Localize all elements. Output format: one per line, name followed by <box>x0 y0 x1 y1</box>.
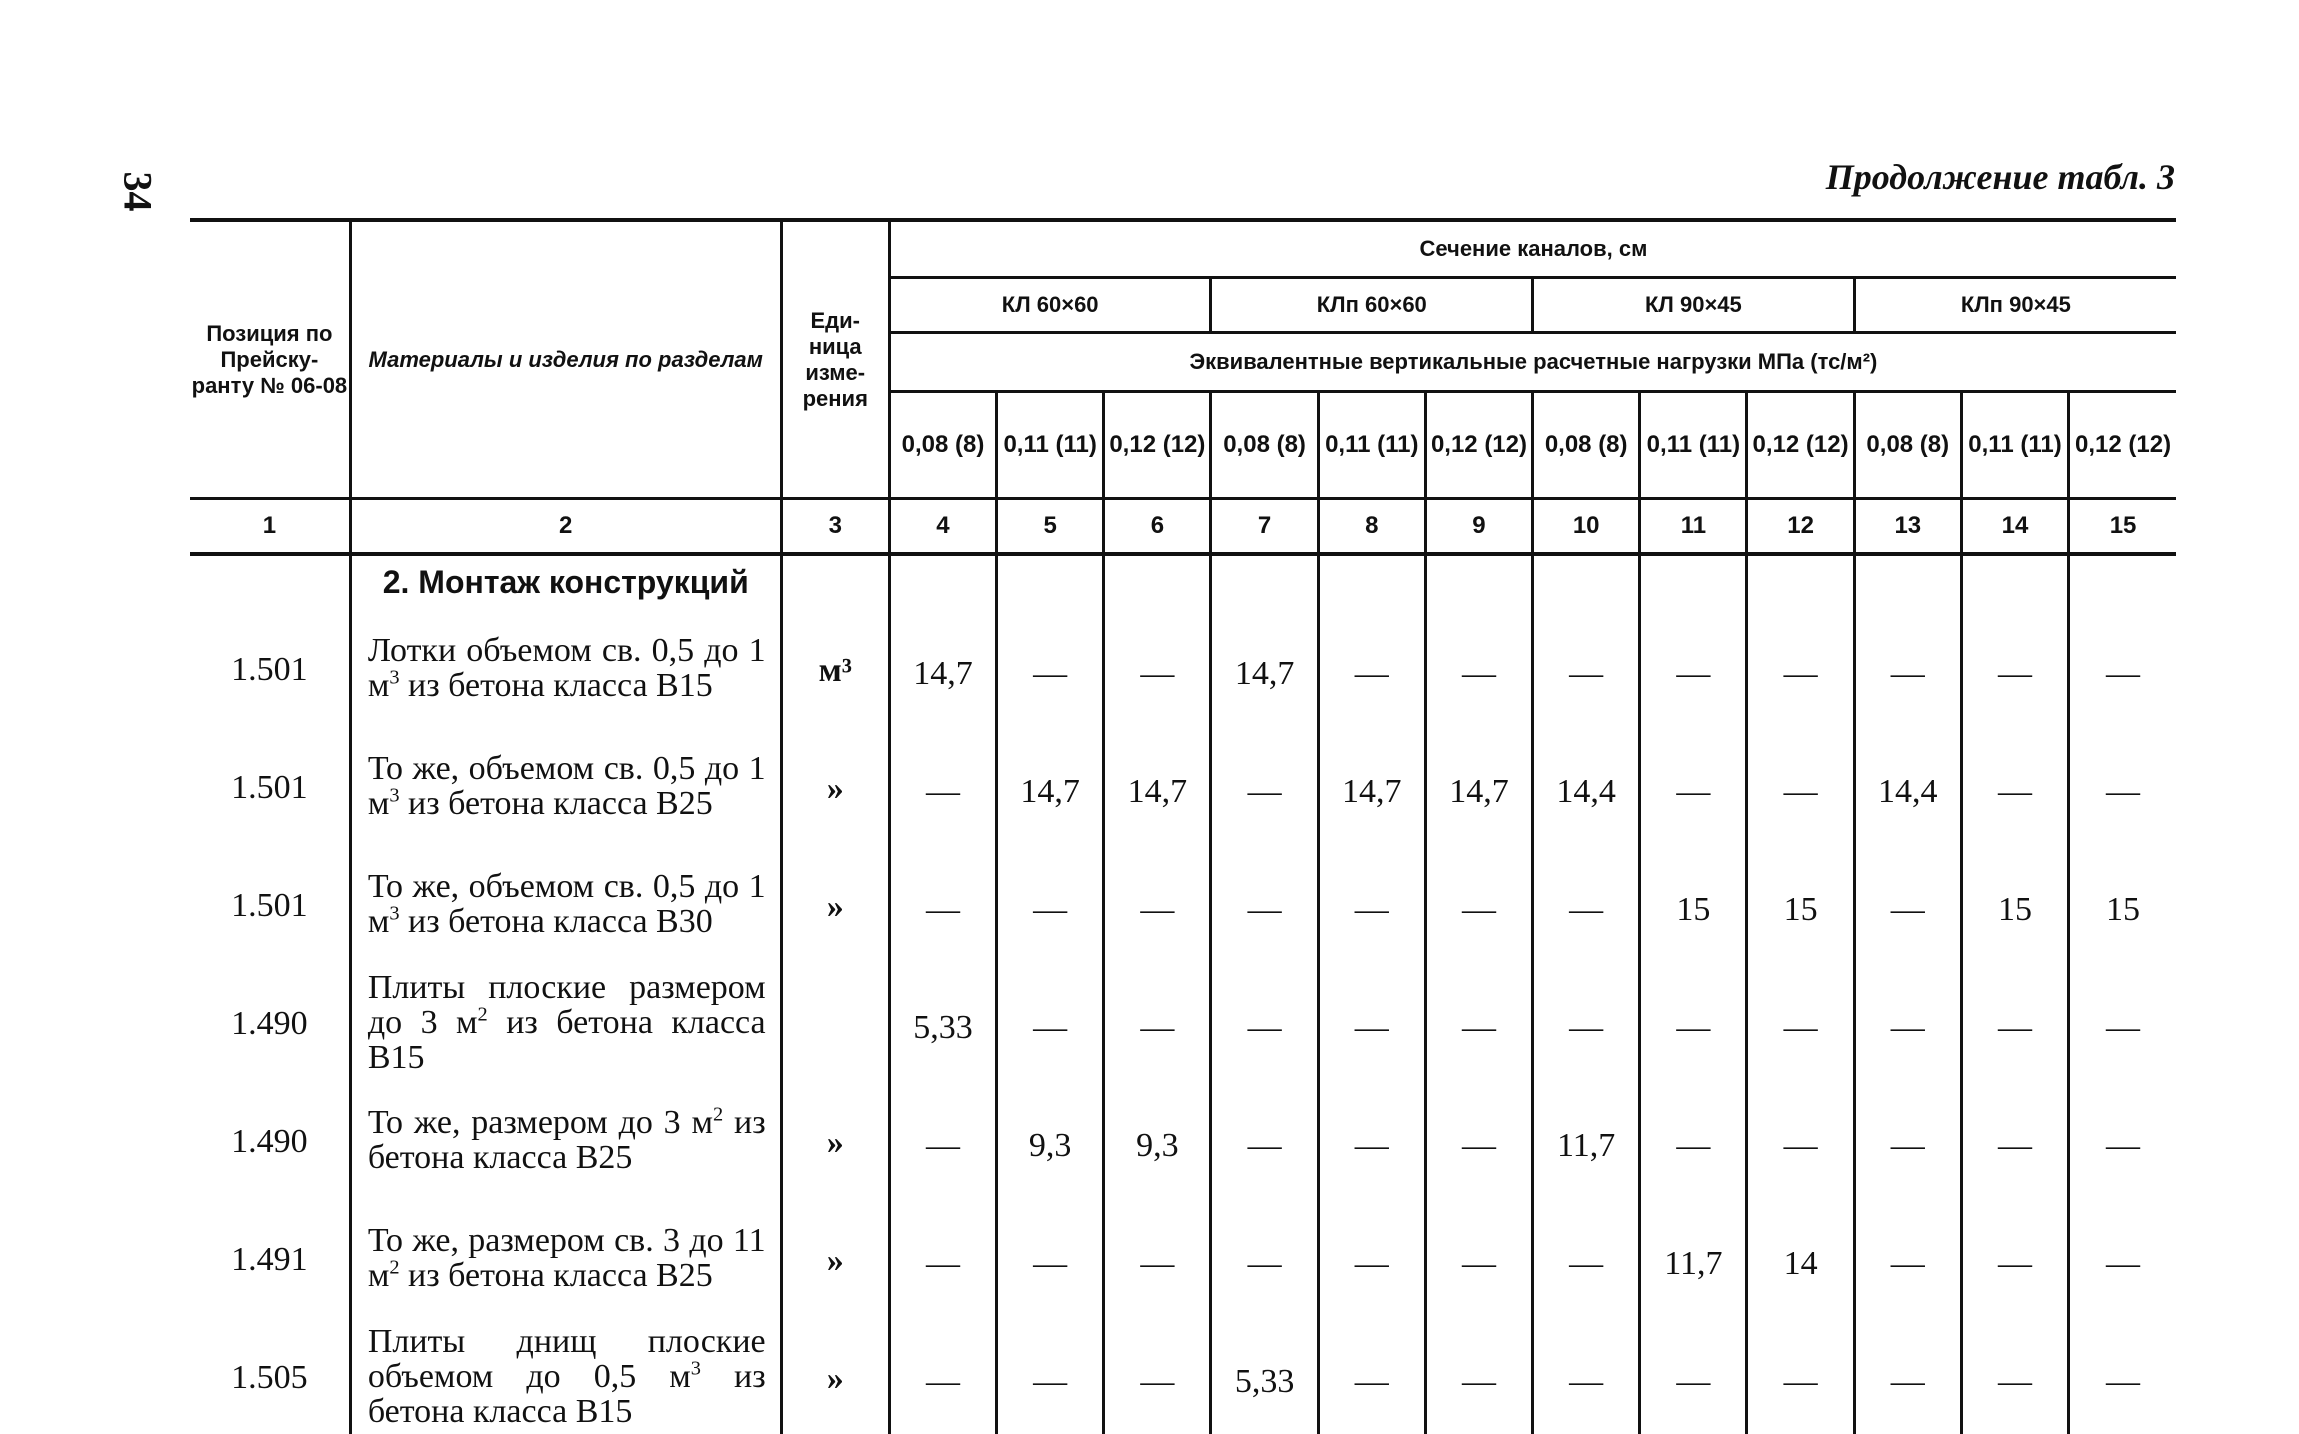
row-value: — <box>1425 608 1532 726</box>
table-row <box>190 962 2176 1080</box>
column-number: 3 <box>781 499 889 555</box>
column-number: 13 <box>1854 499 1961 555</box>
row-value: 11,7 <box>1533 1080 1640 1198</box>
row-description <box>350 608 781 726</box>
header-load-value: 0,11 (11) <box>1318 392 1425 499</box>
table-body <box>190 554 2176 1434</box>
row-value: 14,7 <box>1211 608 1318 726</box>
row-description-text: Плиты плоские размером до 3 м <box>367 968 766 1041</box>
header-load-value: 0,08 (8) <box>889 392 996 499</box>
row-value: — <box>997 844 1104 962</box>
row-value: — <box>1961 1198 2068 1316</box>
table-row <box>190 608 2176 726</box>
row-description-text: из бетона класса В25 <box>399 1257 713 1294</box>
row-unit: м³ <box>781 608 889 726</box>
row-value: — <box>889 1316 996 1434</box>
row-value: 15 <box>1640 844 1747 962</box>
row-value: 11,7 <box>1640 1198 1747 1316</box>
row-value: 15 <box>1961 844 2068 962</box>
row-value: 5,33 <box>1211 1316 1318 1434</box>
row-value: 9,3 <box>997 1080 1104 1198</box>
header-load-value: 0,12 (12) <box>1747 392 1854 499</box>
row-value: — <box>1640 1316 1747 1434</box>
row-value: — <box>1747 726 1854 844</box>
row-description <box>350 844 781 962</box>
row-value: — <box>1854 1316 1961 1434</box>
table-row <box>190 844 2176 962</box>
header-channel-kl-90: КЛ 90×45 <box>1533 278 1855 333</box>
row-position: 1.505 <box>231 1358 308 1396</box>
row-value: — <box>889 1198 996 1316</box>
row-unit: » <box>781 1316 889 1434</box>
header-channel-klp-60: КЛп 60×60 <box>1211 278 1533 333</box>
column-number: 7 <box>1211 499 1318 555</box>
header-loads: Эквивалентные вертикальные расчетные нагрузки МПа (тс/м²) <box>889 333 2176 392</box>
row-description-exponent: 3 <box>690 1357 701 1380</box>
row-value: 15 <box>2069 844 2176 962</box>
row-unit: » <box>781 726 889 844</box>
row-value: — <box>1854 608 1961 726</box>
row-description <box>350 726 781 844</box>
column-number: 4 <box>889 499 996 555</box>
row-value: — <box>1961 1316 2068 1434</box>
row-value: — <box>1747 608 1854 726</box>
header-channel-klp-90: КЛп 90×45 <box>1854 278 2176 333</box>
column-number: 12 <box>1747 499 1854 555</box>
row-value: — <box>1640 1080 1747 1198</box>
row-description <box>350 1198 781 1316</box>
row-value: — <box>889 844 996 962</box>
row-value: — <box>1104 1198 1211 1316</box>
header-load-value: 0,11 (11) <box>1640 392 1747 499</box>
header-materials: Материалы и изделия по разделам <box>350 220 781 499</box>
row-value: — <box>889 1080 996 1198</box>
header-load-value: 0,11 (11) <box>997 392 1104 499</box>
row-value: — <box>1961 962 2068 1080</box>
price-table <box>190 218 2176 1434</box>
row-value: — <box>1211 1198 1318 1316</box>
row-value: — <box>1747 1316 1854 1434</box>
row-value: — <box>1211 844 1318 962</box>
row-unit <box>781 962 889 1080</box>
row-value: 14,4 <box>1533 726 1640 844</box>
row-value: — <box>889 726 996 844</box>
table-row <box>190 726 2176 844</box>
header-load-value: 0,11 (11) <box>1961 392 2068 499</box>
row-value: — <box>1854 1198 1961 1316</box>
row-value: — <box>1425 1316 1532 1434</box>
header-load-value: 0,12 (12) <box>2069 392 2176 499</box>
row-value: — <box>1318 962 1425 1080</box>
row-value: — <box>1318 608 1425 726</box>
row-value: 15 <box>1747 844 1854 962</box>
column-number: 14 <box>1961 499 2068 555</box>
header-load-value: 0,12 (12) <box>1104 392 1211 499</box>
table-continuation-caption: Продолжение табл. 3 <box>1825 157 2175 197</box>
row-description-text: То же, размером св. 3 до 11 м <box>367 1222 766 1294</box>
row-value: — <box>1425 962 1532 1080</box>
row-value: — <box>1747 962 1854 1080</box>
section-pos-empty <box>190 554 350 608</box>
header-channel-section: Сечение каналов, см <box>889 220 2176 278</box>
row-value: — <box>1640 962 1747 1080</box>
row-value: — <box>1533 1316 1640 1434</box>
section-title: 2. Монтаж конструкций <box>350 554 781 608</box>
header-unit: Еди- ница изме- рения <box>781 220 889 499</box>
column-number: 9 <box>1425 499 1532 555</box>
row-value: 14,7 <box>1318 726 1425 844</box>
row-description-exponent: 3 <box>389 784 400 807</box>
row-value: — <box>1211 1080 1318 1198</box>
table-row <box>190 1198 2176 1316</box>
row-position: 1.501 <box>231 886 308 924</box>
row-unit: » <box>781 844 889 962</box>
row-value: 14,7 <box>1425 726 1532 844</box>
row-value: — <box>1104 844 1211 962</box>
row-value: — <box>997 962 1104 1080</box>
row-value: — <box>2069 1316 2176 1434</box>
row-value: — <box>1533 962 1640 1080</box>
row-description-text: То же, размером до 3 м <box>367 1104 713 1141</box>
row-value: — <box>1533 844 1640 962</box>
row-description-exponent: 2 <box>477 1003 488 1026</box>
page-number: 34 <box>115 171 161 212</box>
column-number: 1 <box>262 512 277 539</box>
row-value: — <box>1961 608 2068 726</box>
row-value: 14,4 <box>1854 726 1961 844</box>
row-value: — <box>1425 844 1532 962</box>
row-description-text: То же, объемом св. 0,5 до 1 м <box>367 750 766 822</box>
row-value: — <box>1533 1198 1640 1316</box>
header-position: Позиция по Прейску- ранту № 06-08 <box>190 220 350 499</box>
column-number: 5 <box>997 499 1104 555</box>
row-value: — <box>1533 608 1640 726</box>
row-value: — <box>1961 1080 2068 1198</box>
row-value: — <box>2069 1080 2176 1198</box>
column-number: 10 <box>1533 499 1640 555</box>
row-description-exponent: 3 <box>389 902 400 925</box>
row-value: — <box>1961 726 2068 844</box>
row-value: — <box>1318 1080 1425 1198</box>
row-value: — <box>2069 962 2176 1080</box>
row-value: — <box>2069 1198 2176 1316</box>
row-value: — <box>1318 1316 1425 1434</box>
row-value: — <box>1425 1198 1532 1316</box>
row-value: 14,7 <box>997 726 1104 844</box>
row-value: — <box>997 1316 1104 1434</box>
row-value: 14,7 <box>889 608 996 726</box>
row-value: — <box>1104 608 1211 726</box>
row-description-text: из бетона класса В15 <box>367 1357 766 1430</box>
row-value: — <box>1318 1198 1425 1316</box>
row-description-exponent: 3 <box>389 666 400 689</box>
column-number: 11 <box>1640 499 1747 555</box>
row-value: — <box>1854 1080 1961 1198</box>
row-value: — <box>1211 726 1318 844</box>
row-value: — <box>1854 962 1961 1080</box>
row-value: — <box>1425 1080 1532 1198</box>
row-description-text: из бетона класса В15 <box>399 667 713 704</box>
row-description-text: из бетона класса В25 <box>399 785 713 822</box>
header-load-value: 0,08 (8) <box>1533 392 1640 499</box>
row-value: — <box>1640 726 1747 844</box>
row-value: — <box>997 1198 1104 1316</box>
header-load-value: 0,12 (12) <box>1425 392 1532 499</box>
row-value: — <box>1747 1080 1854 1198</box>
table-row <box>190 1080 2176 1198</box>
table-header <box>190 220 2176 554</box>
row-description-text: из бетона класса В25 <box>367 1104 766 1176</box>
row-value: 14,7 <box>1104 726 1211 844</box>
row-value: — <box>997 608 1104 726</box>
row-description-text: из бетона класса В30 <box>399 903 713 940</box>
header-load-value: 0,08 (8) <box>1211 392 1318 499</box>
row-description-text: Лотки объемом св. 0,5 до 1 м <box>367 632 766 704</box>
table-row <box>190 1316 2176 1434</box>
row-position: 1.491 <box>231 1240 308 1278</box>
column-number: 8 <box>1318 499 1425 555</box>
row-description-text: То же, объемом св. 0,5 до 1 м <box>367 868 766 940</box>
row-position: 1.490 <box>231 1004 308 1042</box>
row-description-exponent: 2 <box>389 1256 400 1279</box>
row-unit: » <box>781 1080 889 1198</box>
row-position: 1.490 <box>231 1122 308 1160</box>
row-value: 9,3 <box>1104 1080 1211 1198</box>
row-value: — <box>1211 962 1318 1080</box>
row-value: — <box>1104 962 1211 1080</box>
row-description <box>350 1316 781 1434</box>
row-description-text: Плиты днищ плоские объемом до 0,5 м <box>367 1322 766 1395</box>
row-position: 1.501 <box>231 650 308 688</box>
row-position: 1.501 <box>231 768 308 806</box>
row-description-exponent: 2 <box>713 1103 724 1126</box>
column-number: 15 <box>2069 499 2176 555</box>
row-value: 5,33 <box>889 962 996 1080</box>
row-description <box>350 962 781 1080</box>
row-value: — <box>1318 844 1425 962</box>
column-number: 6 <box>1104 499 1211 555</box>
row-description-text: из бетона класса В15 <box>367 1003 766 1076</box>
header-channel-kl-60: КЛ 60×60 <box>889 278 1211 333</box>
row-description <box>350 1080 781 1198</box>
row-unit: » <box>781 1198 889 1316</box>
row-value: — <box>2069 608 2176 726</box>
row-value: — <box>1104 1316 1211 1434</box>
row-value: — <box>2069 726 2176 844</box>
row-value: — <box>1854 844 1961 962</box>
row-value: 14 <box>1747 1198 1854 1316</box>
row-value: — <box>1640 608 1747 726</box>
column-number: 2 <box>350 499 781 555</box>
header-load-value: 0,08 (8) <box>1854 392 1961 499</box>
